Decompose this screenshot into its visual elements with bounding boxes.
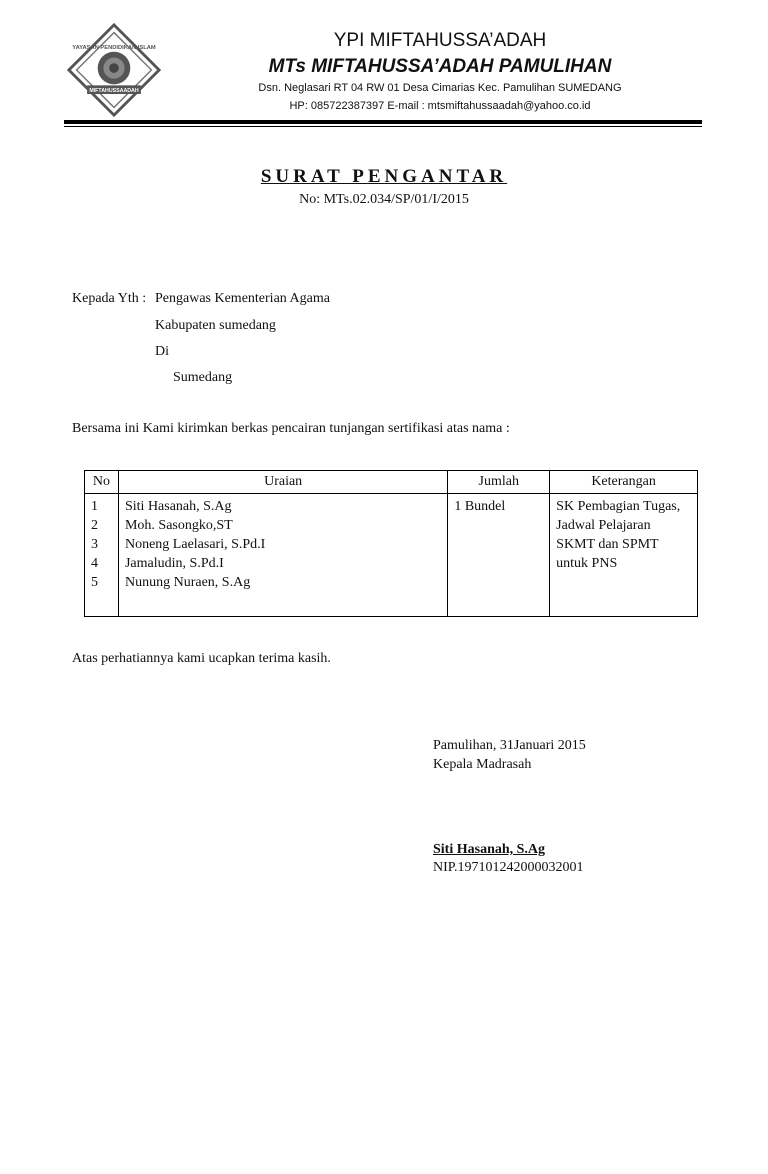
closing-sentence: Atas perhatiannya kami ucapkan terima kasih. — [72, 651, 331, 666]
teacher-name: Moh. Sasongko,ST — [124, 518, 233, 533]
signature-place-date: Pamulihan, 31Januari 2015 — [433, 738, 586, 753]
note-line: Jadwal Pelajaran — [556, 518, 651, 533]
recipient-line-4: Sumedang — [173, 370, 233, 385]
letter-number: No: MTs.02.034/SP/01/I/2015 — [299, 192, 469, 207]
names-cell — [118, 494, 447, 617]
recipient-line-3: Di — [155, 344, 169, 359]
letterhead-rule-thin — [64, 126, 702, 127]
header-uraian: Uraian — [118, 471, 447, 494]
row-number: 2 — [91, 518, 98, 533]
number-cell — [85, 494, 119, 617]
notes-cell — [550, 494, 698, 617]
foundation-name: YPI MIFTAHUSSA’ADAH — [333, 30, 547, 51]
note-line: SKMT dan SPMT — [556, 537, 659, 552]
body-paragraph: Bersama ini Kami kirimkan berkas pencairan tunjangan sertifikasi atas nama : — [72, 421, 510, 436]
letter-title-text: SURAT PENGANTAR — [260, 166, 508, 187]
signatory-nip: NIP.197101242000032001 — [433, 860, 584, 875]
school-name: MTs MIFTAHUSSA’ADAH PAMULIHAN — [268, 56, 612, 77]
header-jumlah: Jumlah — [448, 471, 550, 494]
recipient-line-1: Pengawas Kementerian Agama — [155, 291, 330, 306]
letterhead-rule-thick — [64, 120, 702, 124]
header-keterangan: Keterangan — [550, 471, 698, 494]
recipients-table — [84, 470, 698, 617]
row-number: 3 — [91, 537, 98, 552]
row-number: 5 — [91, 575, 98, 590]
signature-position: Kepala Madrasah — [433, 757, 532, 772]
school-address: Dsn. Neglasari RT 04 RW 01 Desa Cimarias Kec. Pamulihan SUMEDANG — [258, 82, 622, 94]
letter-title — [0, 166, 768, 188]
header-no: No — [85, 471, 119, 494]
table-row — [85, 494, 698, 617]
teacher-name: Siti Hasanah, S.Ag — [124, 499, 232, 514]
table-header-row — [85, 471, 698, 494]
row-number: 4 — [91, 556, 98, 571]
recipient-line-2: Kabupaten sumedang — [155, 318, 276, 333]
school-contact: HP: 085722387397 E-mail : mtsmiftahussaadah@yahoo.co.id — [289, 100, 591, 112]
amount-value: 1 Bundel — [454, 499, 506, 514]
teacher-name: Nunung Nuraen, S.Ag — [124, 575, 251, 590]
school-seal-emblem — [66, 22, 162, 118]
logo-band-text: MIFTAHUSSAADAH — [89, 88, 139, 95]
teacher-name: Noneng Laelasari, S.Pd.I — [124, 537, 266, 552]
amount-cell — [448, 494, 550, 617]
recipient-label: Kepada Yth : — [72, 291, 147, 306]
note-line: SK Pembagian Tugas, — [556, 499, 681, 514]
teacher-name: Jamaludin, S.Pd.I — [124, 556, 224, 571]
row-number: 1 — [91, 499, 98, 514]
logo-ring-text: YAYASAN PENDIDIKAN ISLAM — [72, 44, 156, 51]
signatory-name: Siti Hasanah, S.Ag — [433, 842, 546, 857]
note-line: untuk PNS — [556, 556, 618, 571]
